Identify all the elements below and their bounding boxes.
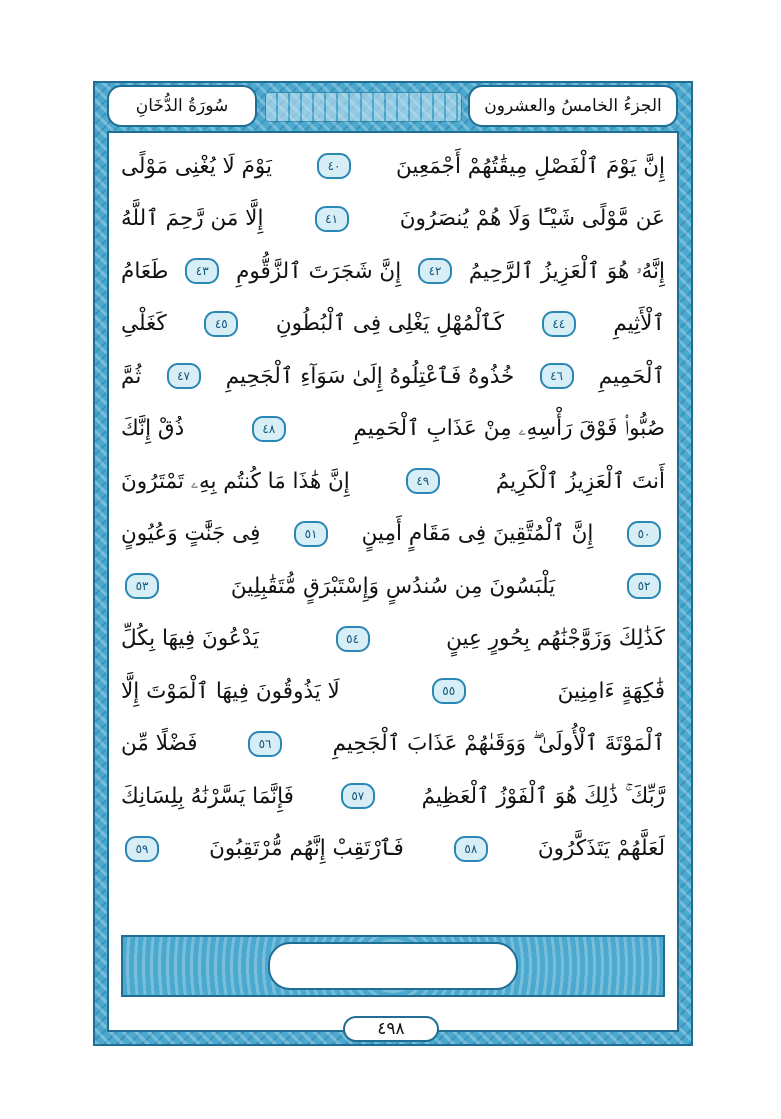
- verse-segment: فَإِنَّمَا يَسَّرْنَٰهُ بِلِسَانِكَ: [121, 783, 294, 809]
- verse-segment: ٱلْحَمِيمِ: [598, 363, 665, 389]
- verse-segment: طَعَامُ: [121, 258, 169, 284]
- verse-number-marker: ٤٩: [406, 468, 440, 494]
- verse-segment: لَا يَذُوقُونَ فِيهَا ٱلْمَوْتَ إِلَّا: [121, 678, 340, 704]
- verse-number-marker: ٥٥: [432, 678, 466, 704]
- verse-number-marker: ٥٤: [336, 626, 370, 652]
- verse-number-marker: ٤٠: [317, 153, 351, 179]
- verse-segment: ثُمَّ: [121, 363, 142, 389]
- verse-segment: كَٱلْمُهْلِ يَغْلِى فِى ٱلْبُطُونِ: [275, 311, 505, 337]
- verse-segment: كَذَٰلِكَ وَزَوَّجْنَٰهُم بِحُورٍ عِينٍ: [446, 626, 665, 652]
- text-line: [121, 350, 665, 403]
- text-line: [121, 193, 665, 246]
- juz-title: الجزءُ الخامسُ والعشرون: [468, 85, 678, 127]
- verse-segment: إِنَّ شَجَرَتَ ٱلزَّقُّومِ: [236, 258, 402, 284]
- text-line: [121, 245, 665, 298]
- verse-number-marker: ٥٠: [627, 521, 661, 547]
- verse-number-marker: ٤١: [315, 206, 349, 232]
- verse-number-marker: ٥١: [294, 521, 328, 547]
- verse-number-marker: ٥٦: [248, 731, 282, 757]
- verse-segment: كَغَلْىِ: [121, 311, 167, 337]
- surah-title: سُورَةُ الدُّخَانِ: [107, 85, 257, 127]
- verse-number-marker: ٤٣: [185, 258, 219, 284]
- verse-segment: إِنَّ هَٰذَا مَا كُنتُم بِهِۦ تَمْتَرُونَ: [121, 468, 350, 494]
- verse-number-marker: ٥٧: [341, 783, 375, 809]
- verse-segment: يَلْبَسُونَ مِن سُندُسٍ وَإِسْتَبْرَقٍ مُّتَقَٰبِلِينَ: [230, 573, 556, 599]
- verse-segment: لَعَلَّهُمْ يَتَذَكَّرُونَ: [537, 836, 665, 862]
- verse-segment: إِنَّ ٱلْمُتَّقِينَ فِى مَقَامٍ أَمِينٍ: [361, 521, 594, 547]
- bottom-cartouche: [268, 942, 518, 990]
- text-line: [121, 455, 665, 508]
- verse-segment: رَّبِّكَ ۚ ذَٰلِكَ هُوَ ٱلْفَوْزُ ٱلْعَظِيمُ: [421, 783, 665, 809]
- verse-number-marker: ٤٥: [204, 311, 238, 337]
- verse-number-marker: ٥٨: [454, 836, 488, 862]
- verse-segment: فَٱرْتَقِبْ إِنَّهُم مُّرْتَقِبُونَ: [209, 836, 404, 862]
- verse-segment: ٱلْمَوْتَةَ ٱلْأُولَىٰ ۖ وَوَقَىٰهُمْ عَذَابَ ٱلْجَحِيمِ: [332, 731, 665, 757]
- verse-segment: ذُقْ إِنَّكَ: [121, 416, 185, 442]
- verse-number-marker: ٥٩: [125, 836, 159, 862]
- verse-segment: إِنَّ يَوْمَ ٱلْفَصْلِ مِيقَٰتُهُمْ أَجْمَعِينَ: [396, 153, 665, 179]
- verse-segment: فَٰكِهَةٍ ءَامِنِينَ: [557, 678, 665, 704]
- verse-segment: أَنتَ ٱلْعَزِيزُ ٱلْكَرِيمُ: [495, 468, 665, 494]
- page-number: ٤٩٨: [343, 1016, 439, 1042]
- text-line: [121, 770, 665, 823]
- verse-segment: إِنَّهُۥ هُوَ ٱلْعَزِيزُ ٱلرَّحِيمُ: [468, 258, 665, 284]
- text-line: [121, 508, 665, 561]
- verse-segment: يَدْعُونَ فِيهَا بِكُلِّ: [121, 626, 260, 652]
- text-line: [121, 403, 665, 456]
- text-line: [121, 560, 665, 613]
- verse-number-marker: ٥٢: [627, 573, 661, 599]
- text-line: [121, 823, 665, 876]
- verse-text-area: [121, 140, 665, 875]
- verse-number-marker: ٥٣: [125, 573, 159, 599]
- verse-number-marker: ٤٦: [540, 363, 574, 389]
- verse-segment: فَضْلًا مِّن: [121, 731, 198, 757]
- verse-segment: عَن مَّوْلًى شَيْـًٔا وَلَا هُمْ يُنصَرُونَ: [399, 206, 665, 232]
- text-line: [121, 665, 665, 718]
- verse-segment: ٱلْأَثِيمِ: [613, 311, 665, 337]
- verse-segment: يَوْمَ لَا يُغْنِى مَوْلًى: [121, 153, 273, 179]
- text-line: [121, 140, 665, 193]
- header-ornament: [265, 92, 462, 122]
- verse-number-marker: ٤٨: [252, 416, 286, 442]
- verse-number-marker: ٤٤: [542, 311, 576, 337]
- text-line: [121, 718, 665, 771]
- text-line: [121, 613, 665, 666]
- verse-segment: فِى جَنَّٰتٍ وَعُيُونٍ: [121, 521, 261, 547]
- verse-number-marker: ٤٧: [167, 363, 201, 389]
- verse-segment: صُبُّوا۟ فَوْقَ رَأْسِهِۦ مِنْ عَذَابِ ٱلْحَمِيمِ: [353, 416, 665, 442]
- verse-segment: خُذُوهُ فَٱعْتِلُوهُ إِلَىٰ سَوَآءِ ٱلْجَحِيمِ: [225, 363, 515, 389]
- verse-number-marker: ٤٢: [418, 258, 452, 284]
- text-line: [121, 298, 665, 351]
- verse-segment: إِلَّا مَن رَّحِمَ ٱللَّهُ: [121, 206, 264, 232]
